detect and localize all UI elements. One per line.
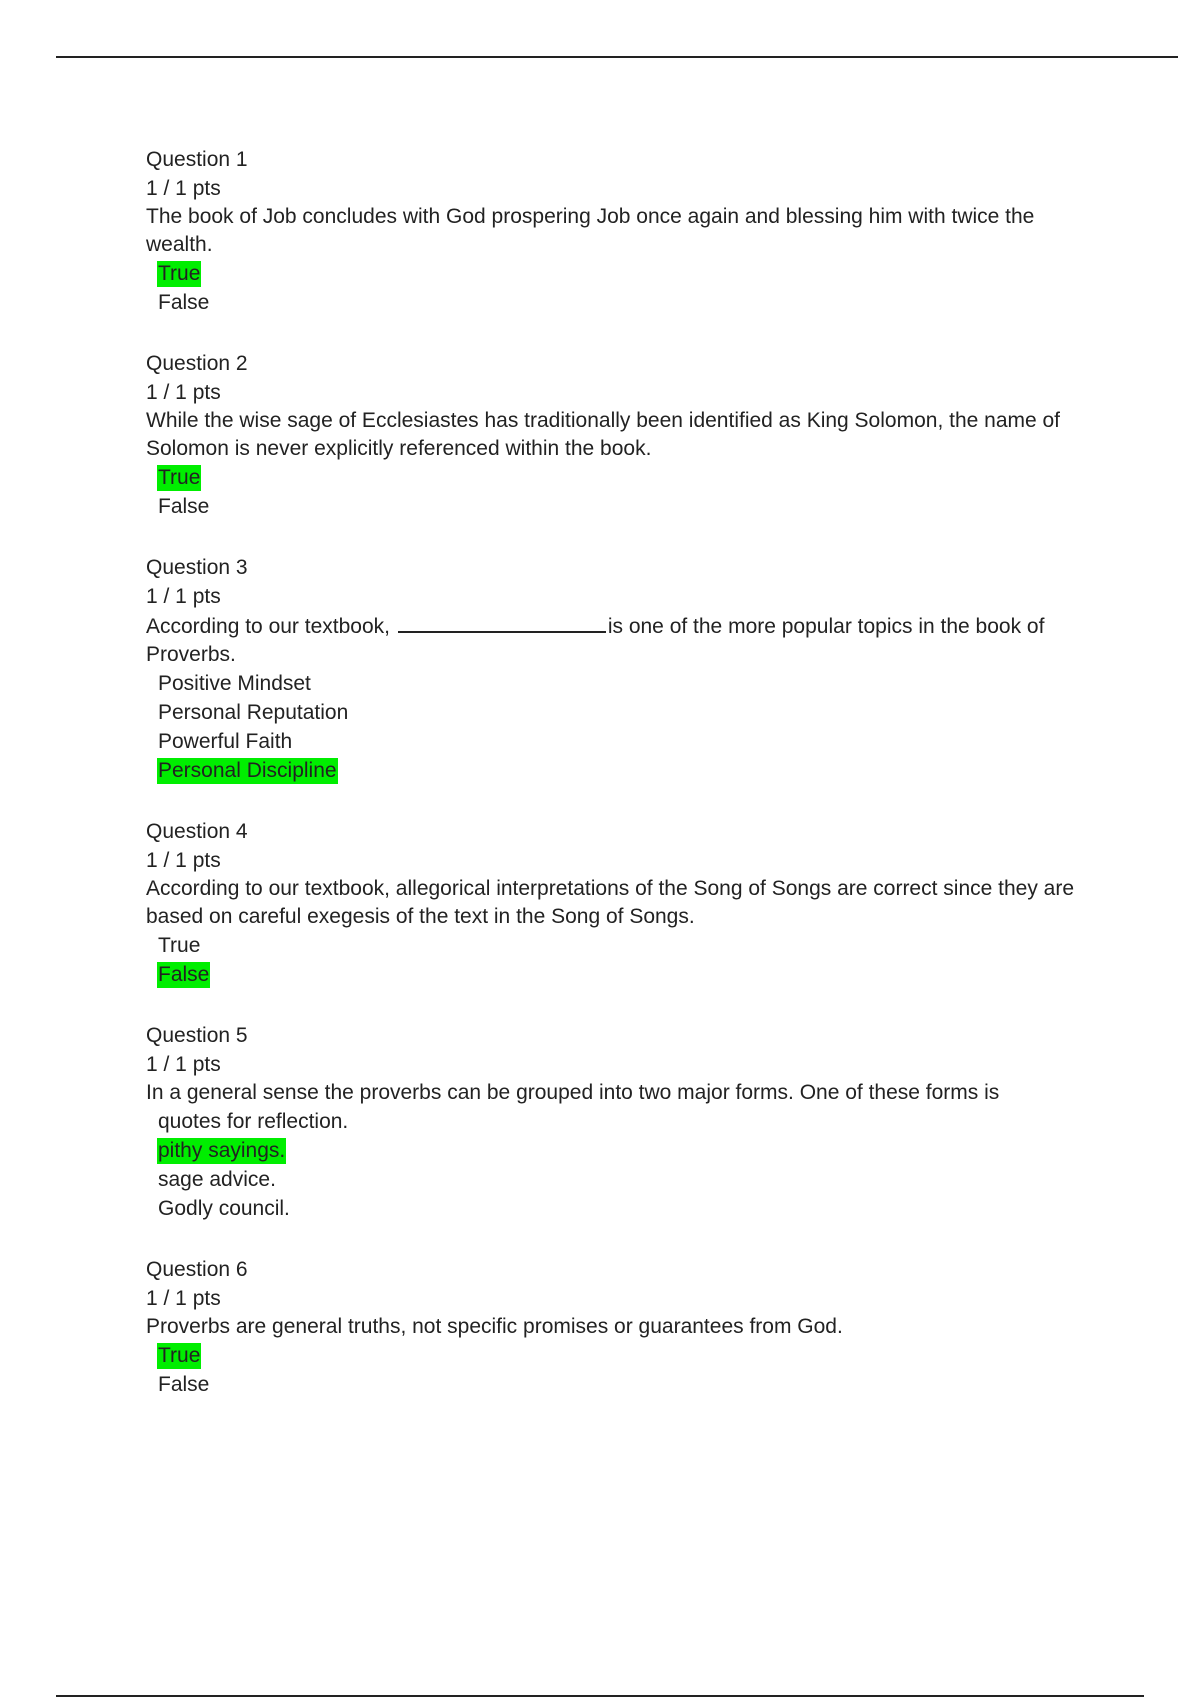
answer-option bbox=[157, 727, 1086, 756]
option-label: Personal Discipline bbox=[158, 759, 337, 782]
question-title: Question 3 bbox=[146, 556, 248, 579]
option-label: Personal Reputation bbox=[158, 701, 349, 724]
question-3 bbox=[146, 553, 1086, 785]
question-prompt: According to our textbook, allegorical interpretations of the Song of Songs are correct since they are based on careful exegesis of the text in the Song of Songs. bbox=[146, 877, 1075, 928]
answer-option bbox=[157, 669, 1086, 698]
option-label: True bbox=[158, 1344, 201, 1367]
question-score: 1 / 1 pts bbox=[146, 381, 221, 404]
option-label: True bbox=[158, 934, 201, 957]
question-score: 1 / 1 pts bbox=[146, 1053, 221, 1076]
question-score: 1 / 1 pts bbox=[146, 849, 221, 872]
answer-option-selected bbox=[157, 756, 1086, 785]
option-label: False bbox=[158, 495, 210, 518]
question-prompt: The book of Job concludes with God prospering Job once again and blessing him with twice the wealth. bbox=[146, 205, 1035, 256]
answer-option-selected bbox=[157, 463, 1086, 492]
question-prompt bbox=[146, 611, 1086, 669]
prompt-before-blank: According to our textbook, bbox=[146, 615, 390, 638]
answer-option-selected bbox=[157, 1341, 1086, 1370]
question-score: 1 / 1 pts bbox=[146, 585, 221, 608]
question-1 bbox=[146, 145, 1086, 317]
question-prompt: Proverbs are general truths, not specific promises or guarantees from God. bbox=[146, 1315, 843, 1338]
question-title: Question 6 bbox=[146, 1258, 248, 1281]
top-rule bbox=[56, 56, 1178, 58]
option-label: True bbox=[158, 262, 201, 285]
option-label: Powerful Faith bbox=[158, 730, 293, 753]
prompt-after-blank: is one of the more popular topics in the book of Proverbs. bbox=[146, 615, 1045, 666]
option-label: Godly council. bbox=[158, 1197, 290, 1220]
answer-option bbox=[157, 492, 1086, 521]
option-label: Positive Mindset bbox=[158, 672, 311, 695]
question-title: Question 2 bbox=[146, 352, 248, 375]
answer-option bbox=[157, 1194, 1086, 1223]
option-label: False bbox=[158, 963, 210, 986]
answer-options bbox=[146, 1107, 1086, 1223]
question-title: Question 5 bbox=[146, 1024, 248, 1047]
question-prompt: While the wise sage of Ecclesiastes has traditionally been identified as King Solomon, the name of Solomon is never explicitly referenced within the book. bbox=[146, 409, 1061, 460]
answer-option-selected bbox=[157, 259, 1086, 288]
answer-option bbox=[157, 1165, 1086, 1194]
option-label: sage advice. bbox=[158, 1168, 276, 1191]
answer-options bbox=[146, 669, 1086, 785]
question-2 bbox=[146, 349, 1086, 521]
option-label: False bbox=[158, 1373, 210, 1396]
answer-option bbox=[157, 1107, 1086, 1136]
answer-options bbox=[146, 259, 1086, 317]
answer-option bbox=[157, 288, 1086, 317]
question-6 bbox=[146, 1255, 1086, 1399]
quiz-results bbox=[146, 145, 1086, 1431]
option-label: False bbox=[158, 291, 210, 314]
answer-option bbox=[157, 1370, 1086, 1399]
question-score: 1 / 1 pts bbox=[146, 177, 221, 200]
option-label: True bbox=[158, 466, 201, 489]
answer-option-selected bbox=[157, 960, 1086, 989]
bottom-rule bbox=[56, 1695, 1144, 1697]
fill-in-blank bbox=[398, 611, 606, 633]
question-score: 1 / 1 pts bbox=[146, 1287, 221, 1310]
option-label: quotes for reflection. bbox=[158, 1110, 349, 1133]
option-label: pithy sayings. bbox=[158, 1139, 286, 1162]
answer-option bbox=[157, 931, 1086, 960]
answer-options bbox=[146, 931, 1086, 989]
question-4 bbox=[146, 817, 1086, 989]
answer-option-selected bbox=[157, 1136, 1086, 1165]
question-5 bbox=[146, 1021, 1086, 1223]
question-title: Question 1 bbox=[146, 148, 248, 171]
question-prompt: In a general sense the proverbs can be grouped into two major forms. One of these forms is bbox=[146, 1081, 1000, 1104]
answer-options bbox=[146, 463, 1086, 521]
answer-options bbox=[146, 1341, 1086, 1399]
question-title: Question 4 bbox=[146, 820, 248, 843]
answer-option bbox=[157, 698, 1086, 727]
